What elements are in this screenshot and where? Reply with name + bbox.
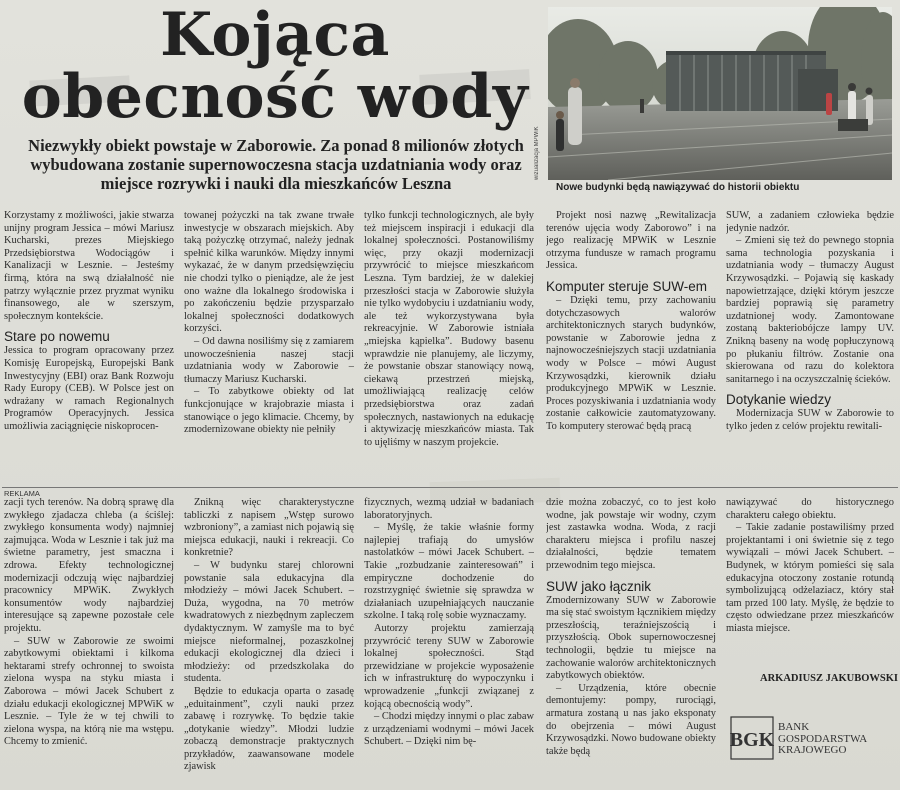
subheading: Stare po nowemu xyxy=(4,329,110,345)
paragraph: – Od dawna nosiliśmy się z zamiarem unowocześnienia naszej stacji uzdatniania wody w Zaborowie – tłumaczy Mariusz Kucharski. xyxy=(184,335,354,385)
ad-label: REKLAMA xyxy=(4,489,40,498)
paragraph: dzie można zobaczyć, co to jest koło wodne, jak powstaje wir wodny, czym jest zastawka wodna. Woda, z racji charakteru miejsca i profilu naszej działalności, będzie tematem przewodnim tego miejsca. xyxy=(546,497,716,571)
paragraph: – Dzięki temu, przy zachowaniu dotychczasowych walorów architektonicznych starych budynków, powstanie w Zaborowie jedna z najnowocześniejszych stacji uzdatniania wody w Polsce – mówi August Krzywosądzki, kierownik działu produkcyjnego MPWiK w Lesznie. Proces pozyskiwania i uzdatniania wody zostanie całkowicie zautomatyzowany. To komputery sterować będą pracą xyxy=(546,294,716,432)
column-bottom-5 xyxy=(726,497,894,667)
paragraph: – Urządzenia, które obecnie demontujemy: pompy, rurociągi, armatura zostaną u nas jako eksponaty do obejrzenia – mówi August Krzywosądzki. Nowo budowane obiekty także będą xyxy=(546,682,716,757)
column-bottom-2 xyxy=(184,497,354,787)
paragraph: SUW, a zadaniem człowieka będzie jedynie nadzór. xyxy=(726,210,894,234)
paragraph: towanej pożyczki na tak zwane trwałe inwestycje w obszarach miejskich. Aby taką pożyczkę otrzymać, należy jednak spełnić kilka warunków. Między innymi wykazać, że w danym przedsięwzięciu nie chodzi tylko o pieniądze, ale że jest ono ważne dla lokalnego środowiska i po zakończeniu będzie przysparzało lokalnej społeczności dodatkowych korzyści. xyxy=(184,210,354,335)
author-byline: ARKADIUSZ JAKUBOWSKI xyxy=(760,673,898,684)
paragraph: Znikną więc charakterystyczne tabliczki z napisem „Wstęp surowo wzbroniony”, a zamiast nich pojawią się miejsca edukacji, nauki i rekreacji. Co konkretnie? xyxy=(184,497,354,559)
paragraph: tylko funkcji technologicznych, ale były też miejscem inspiracji i edukacji dla lokalnej społeczności. Postanowiliśmy więc, przy okazji modernizacji przywrócić to miejsce mieszkańcom Leszna. Tym bardziej, że w dalekiej przeszłości stacja w Zaborowie służyła nie tylko wydobyciu i uzdatnianiu wody, ale też wykorzystywana była rekreacyjnie. W Zaborowie istniała „miejska kąpielka”. Budowy basenu wprawdzie nie planujemy, ale liczymy, że powstanie obszar stanowiący nową, ciekawą przestrzeń miejską, umożliwiającą realizację celów przedsiębiorstwa oraz zadań społecznych, nastawionych na edukację i aktywizację mieszkańców miasta. Tak to ujęliśmy w naszym projekcie. xyxy=(364,210,534,448)
column-bottom-4 xyxy=(546,497,716,787)
paragraph: zacji tych terenów. Na dobrą sprawę dla zwykłego zjadacza chleba (a ściślej: zwykłego konsumenta wody) najmniej zajmująca. Woda w Lesznie i tak już ma świetne parametry, jest smaczna i zdrowa. Efekty technologicznej modernizacji odczują więc najbardziej pracownicy MPWiK. Zwykłych konsumentów wody najbardziej interesujące są zapewne pozostałe cele projektu. xyxy=(4,497,174,634)
paragraph: nawiązywać do historycznego charakteru całego obiektu. xyxy=(726,497,894,521)
paragraph: – Myślę, że takie właśnie formy najlepiej trafiają do umysłów nastolatków – mówi Jacek Schubert. – Takie „rozbudzanie zainteresowań” i empiryczne dochodzenie do rozstrzygnięć świetnie się sprawdza w działaniach uzupełniających nauczanie szkolne. I taką rolę sobie wyznaczamy. xyxy=(364,522,534,622)
column-top-4 xyxy=(546,210,716,484)
subheading: Dotykanie wiedzy xyxy=(726,392,832,408)
plaza-ground xyxy=(548,99,892,180)
bench xyxy=(838,119,868,131)
paragraph: – SUW w Zaborowie ze swoimi zabytkowymi obiektami i kilkoma hektarami strefy ochronnej to swoista zielona wyspa na styku miasta i Zaborowa – mówi Jacek Schubert z działu edukacji ekologicznej MPWiK w Lesznie. – Tyle że w tej chwili to zielona wyspa, na którą nie ma wstępu. Chcemy to zmienić. xyxy=(4,635,174,748)
column-bottom-3 xyxy=(364,497,534,787)
bgk-logo xyxy=(730,716,890,760)
logo-line: GOSPODARSTWA xyxy=(778,732,868,745)
paragraph: fizycznych, wezmą udział w badaniach laboratoryjnych. xyxy=(364,497,534,521)
photo-credit: wizualizacja MPWiK xyxy=(534,126,540,180)
paragraph: Jessica to program opracowany przez Komisję Europejską, Europejski Bank Inwestycyjny (EBI) oraz Bank Rozwoju Rady Europy (CEB). W Polsce jest on wdrażany w ramach Regionalnych Programów Operacyjnych. Jessica umożliwia zaciągnięcie niskoprocen- xyxy=(4,345,174,432)
paragraph: Będzie to edukacja oparta o zasadę „eduitainment”, czyli nauki przez zabawę i rozrywkę. To będzie takie „dotykanie wiedzy”. Młodzi ludzie zobaczą demonstracje praktycznych przykładów, zaawansowane modele zjawisk xyxy=(184,685,354,773)
lead-paragraph: Niezwykły obiekt powstaje w Zaborowie. Za ponad 8 milionów złotych wybudowana zostanie supernowoczesna stacja uzdatniania wody oraz miejsce rozrywki i nauki dla mieszkańców Leszna xyxy=(28,136,524,193)
paragraph: – W budynku starej chlorowni powstanie sala edukacyjna dla młodzieży – mówi Jacek Schubert. – Duża, wygodna, na 70 metrów kwadratowych z niezbędnym zapleczem dydaktycznym. W zamyśle ma to być miejsce nieformalnej, pozaszkolnej edukacji ekologicznej dla dzieci i młodzieży: od przedszkolaka do studenta. xyxy=(184,559,354,685)
headline: Kojąca obecność wody xyxy=(21,0,529,132)
logo-line: BANK xyxy=(778,721,810,733)
paragraph: – Takie zadanie postawiliśmy przed projektantami i oni świetnie się z tego wywiązali – mówi Jacek Schubert. – Budynek, w którym pomieści się sala edukacyjna otoczony zostanie rotundą symbolizującą odżelaziacz, który stał tam przed 100 laty. Myślę, że będzie to często odwiedzane przez mieszkańców miasta miejsce. xyxy=(726,522,894,634)
column-top-1 xyxy=(4,210,174,484)
article-photo xyxy=(548,7,892,180)
column-top-2 xyxy=(184,210,354,484)
paragraph: Autorzy projektu zamierzają przywrócić tereny SUW w Zaborowie lokalnej społeczności. Stąd przewidziane w projekcie wyposażenie ich w infrastrukturę do wypoczynku i wprowadzenie „funkcji związanej z kojącą obecnością wody”. xyxy=(364,622,534,710)
logo-monogram: BGK xyxy=(730,729,774,751)
logo-text xyxy=(778,722,890,757)
column-bottom-1 xyxy=(4,497,174,787)
column-top-5 xyxy=(726,210,894,484)
visualization-illustration xyxy=(548,7,892,180)
glass-building xyxy=(666,51,838,111)
bgk-monogram-icon xyxy=(730,716,774,760)
photo-caption: Nowe budynki będą nawiązywać do historii obiektu xyxy=(556,182,800,193)
paragraph: Modernizacja SUW w Zaborowie to tylko jeden z celów projektu rewitali- xyxy=(726,408,894,432)
subheading: SUW jako łącznik xyxy=(546,578,652,594)
column-top-3 xyxy=(364,210,534,484)
ad-separator-line xyxy=(2,487,898,488)
subheading: Komputer steruje SUW-em xyxy=(546,278,708,294)
paragraph: Korzystamy z możliwości, jakie stwarza unijny program Jessica – mówi Mariusz Kucharski, prezes Miejskiego Przedsiębiorstwa Wodociągów i Kanalizacji w Lesznie. – Jesteśmy firmą, która na swą działalność nie patrzy wyłącznie przez pryzmat wyniku finansowego, ale w szerszym, społecznym kontekście. xyxy=(4,210,174,322)
paragraph: Zmodernizowany SUW w Zaborowie ma się stać swoistym łącznikiem między przeszłością, teraźniejszością i przyszłością. Obok supernowoczesnej technologii, będzie tu miejsce na zachowanie walorów architektonicznych zabytkowych obiektów. xyxy=(546,594,716,682)
paragraph: Projekt nosi nazwę „Rewitalizacja terenów ujęcia wody Zaborowo” i na jego realizację MPWiK w Lesznie otrzyma fundusze w ramach programu Jessica. xyxy=(546,210,716,272)
logo-line: KRAJOWEGO xyxy=(778,744,847,756)
paragraph: – Zmieni się też do pewnego stopnia sama technologia pozyskania i uzdatniania wody – tłumaczy August Krzywosądzki. – Pojawią się kaskady napowietrzające, dzięki którym jeszcze bardziej poprawią się parametry uzdatnionej wody. Zamontowane zostaną bakteriobójcze lampy UV. Znikną baseny na wodę popłuczynową po płukaniu filtrów. Zostanie ona skierowana od razu do kolektora sanitarnego i na oczyszczalnię ścieków. xyxy=(726,235,894,385)
paragraph: – Chodzi między innymi o plac zabaw z urządzeniami wodnymi – mówi Jacek Schubert. – Dzięki nim bę- xyxy=(364,711,534,748)
paragraph: – To zabytkowe obiekty od lat funkcjonujące w krajobrazie miasta i stanowiące o jego klimacie. Chcemy, by zmodernizowane obiekty nie pełniły xyxy=(184,386,354,436)
